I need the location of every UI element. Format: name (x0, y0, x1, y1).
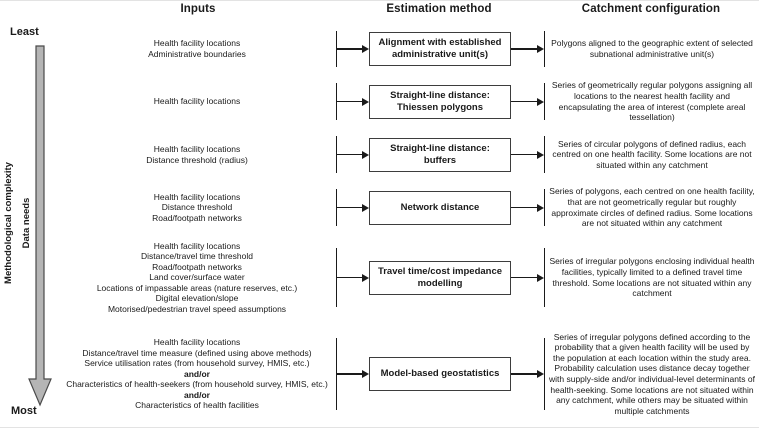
connector-left (336, 234, 369, 321)
diagram-rows (58, 23, 759, 428)
method-box: Straight-line distance: buffers (369, 138, 511, 172)
connector-line (544, 83, 545, 119)
connector-line (336, 277, 364, 278)
input-line: Digital elevation/slope (155, 293, 239, 304)
catchment-description: Series of polygons, each centred on one health facility, that are not geometrically regular but roughly approximate circles of defined radius. Some locations are not situated within any catchment (549, 186, 755, 229)
connector-line (511, 48, 539, 49)
connector-line (511, 207, 539, 208)
input-line: Distance/travel time threshold (141, 251, 253, 262)
connector-left (336, 75, 369, 128)
connector-right (511, 234, 545, 321)
column-header-inputs: Inputs (180, 3, 216, 15)
method-box: Alignment with established administrative unit(s) (369, 32, 511, 66)
connector-left (336, 181, 369, 234)
inputs-cell (58, 96, 336, 107)
method-box: Network distance (369, 191, 511, 225)
inputs-cell (58, 38, 336, 59)
input-line: Characteristics of health facilities (135, 400, 259, 411)
connector-line (544, 338, 545, 410)
axis-methodological-complexity-label: Methodological complexity (3, 162, 14, 284)
method-row-travel-time-cost-impedance (58, 234, 759, 321)
input-line: Health facility locations (153, 337, 241, 348)
input-line-andor: and/or (184, 368, 210, 379)
connector-left (336, 128, 369, 181)
input-line: Road/footpath networks (152, 261, 242, 272)
arrowhead-right-icon (362, 370, 369, 378)
inputs-cell (58, 144, 336, 165)
input-line: Health facility locations (153, 240, 241, 251)
input-line: Distance threshold (radius) (146, 154, 248, 165)
connector-right (511, 128, 545, 181)
connector-line (336, 207, 364, 208)
method-box: Model-based geostatistics (369, 357, 511, 391)
connector-line (336, 373, 364, 374)
axis-least-label: Least (10, 26, 39, 38)
input-line: Road/footpath networks (152, 212, 242, 223)
connector-line (336, 48, 364, 49)
method-box: Travel time/cost impedance modelling (369, 261, 511, 295)
method-row-buffers (58, 128, 759, 181)
column-header-estimation-method: Estimation method (386, 3, 492, 15)
arrowhead-right-icon (362, 204, 369, 212)
arrowhead-right-icon (362, 274, 369, 282)
input-line: Distance/travel time measure (defined using above methods) (82, 347, 312, 358)
arrowhead-right-icon (362, 45, 369, 53)
input-line: Characteristics of health-seekers (from household survey, HMIS, etc.) (66, 379, 328, 390)
input-line: Health facility locations (153, 96, 241, 107)
inputs-cell (58, 337, 336, 411)
connector-line (544, 248, 545, 307)
arrowhead-right-icon (362, 151, 369, 159)
connector-line (544, 136, 545, 172)
column-header-catchment-configuration: Catchment configuration (581, 3, 721, 15)
input-line: Health facility locations (153, 191, 241, 202)
input-line: Distance threshold (161, 202, 233, 213)
catchment-description: Series of geometrically regular polygons assigning all locations to the nearest health facility and encapsulating the area of interest (complete areal tessellation) (551, 80, 753, 123)
input-line: Health facility locations (153, 143, 241, 154)
connector-line (511, 277, 539, 278)
catchment-description: Series of irregular polygons enclosing individual health facilities, typically limited to a defined travel time threshold. Some locations are not situated within any catchment (549, 256, 755, 299)
connector-left (336, 23, 369, 75)
connector-line (336, 101, 364, 102)
connector-right (511, 23, 545, 75)
axis-most-label: Most (11, 405, 37, 417)
method-row-network-distance (58, 181, 759, 234)
axis-data-needs-label: Data needs (21, 197, 32, 249)
method-row-model-based-geostatistics (58, 321, 759, 427)
input-line: Health facility locations (153, 38, 241, 49)
catchment-description: Series of irregular polygons defined according to the probability that a given health facility will be used by the population at each location within the study area. Probability calculation uses distance decay together with supply-side and/or individual-level determinants of health-seeking. Some locations are not situated within any catchment, while others may be situated within multiple catchments (549, 331, 755, 416)
method-row-administrative-alignment (58, 23, 759, 75)
inputs-cell (58, 192, 336, 224)
connector-right (511, 181, 545, 234)
connector-line (336, 154, 364, 155)
catchment-description: Series of circular polygons of defined radius, each centred on one health facility. Some locations are not situated within any catchment (552, 138, 752, 170)
connector-left (336, 321, 369, 427)
input-line: Locations of impassable areas (nature reserves, etc.) (96, 282, 298, 293)
arrowhead-right-icon (362, 98, 369, 106)
connector-line (511, 101, 539, 102)
input-line: Administrative boundaries (148, 49, 246, 59)
connector-line (511, 154, 539, 155)
down-arrow-icon (27, 45, 53, 407)
connector-right (511, 75, 545, 128)
connector-right (511, 321, 545, 427)
inputs-cell (58, 241, 336, 315)
connector-line (511, 373, 539, 374)
input-line: Motorised/pedestrian travel speed assumptions (107, 303, 287, 314)
input-line: Land cover/surface water (149, 272, 245, 283)
complexity-axis (0, 1, 58, 427)
connector-line (544, 31, 545, 66)
connector-line (544, 189, 545, 225)
method-box: Straight-line distance: Thiessen polygons (369, 85, 511, 119)
input-line: Service utilisation rates (from household survey, HMIS, etc.) (84, 358, 310, 369)
input-line-andor: and/or (184, 389, 210, 400)
catchment-description: Polygons aligned to the geographic extent of selected subnational administrative unit(s) (551, 38, 753, 59)
method-row-thiessen-polygons (58, 75, 759, 128)
